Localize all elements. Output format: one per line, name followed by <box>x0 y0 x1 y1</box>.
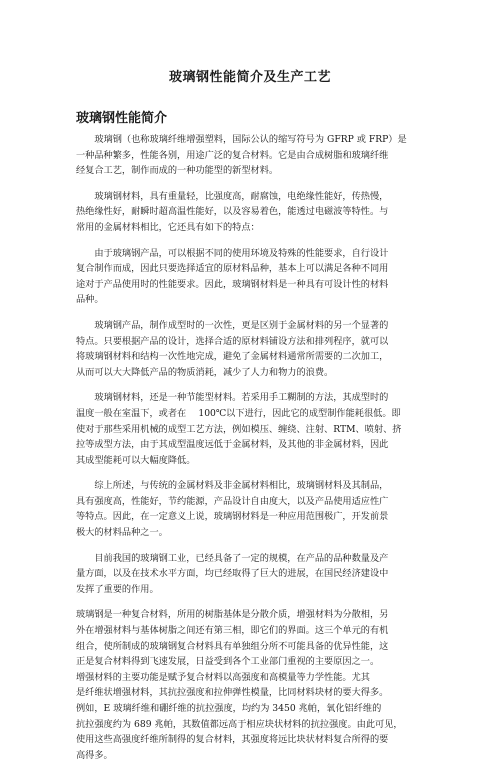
paragraph: 玻璃钢产品，制作成型时的一次性，更是区别于金属材料的另一个显著的 特点。只要根据产品的设计，选择合适的原材料铺设方法和排列程序，就可以 将玻璃钢材料和结构一次性地完成，避免了金属材料通常所需要的二次加工， 从而可以大大降低产品的物质消耗，减少了人力和物力的浪费。 <box>76 319 389 378</box>
section-heading: 玻璃钢性能简介 <box>76 111 168 126</box>
paragraph: 玻璃钢是一种复合材料，所用的树脂基体是分散介质，增强材料为分散相，另 外在增强材料与基体树脂之间还有第三相，即它们的界面。这三个单元的有机 组合，使所制成的玻璃钢复合材料具有单独组分所不可能具备的优异性能，这 正是复合材料得到飞速发展，日益受到各个工业部门重视的主要原因之一。 增强材料的主要功能是赋予复合材料以高强度和高模量等力学性能。尤其 是纤维状增强材料，其抗拉强度和拉伸弹性模量，比同材料块材的要大得多。 例如，E 玻璃纤维和硼纤维的抗拉强度，均约为 3450 兆帕，氧化铝纤维的 抗拉强度约为 689 兆帕，其数值都远高于相应块状材料的抗拉强度。由此可见， 使用这些高强度纤维所制得的复合材料，其强度将远比块状材料复合所得的要 高得多。 <box>76 609 403 761</box>
document-body <box>76 132 428 763</box>
paragraph: 玻璃钢（也称玻璃纤维增强塑料，国际公认的缩写符号为 GFRP 或 FRP）是 一种品种繁多，性能各别，用途广泛的复合材料。它是由合成树脂和玻璃纤维 经复合工艺，制作而成的一种功能型的新型材料。 <box>76 134 407 177</box>
paragraph: 目前我国的玻璃钢工业，已经具备了一定的规模，在产品的品种数量及产 量方面，以及在技术水平方面，均已经取得了巨大的进展，在国民经济建设中 发挥了重要的作用。 <box>76 552 389 595</box>
paragraph: 玻璃钢材料，具有重量轻，比强度高，耐腐蚀，电绝缘性能好，传热慢， 热绝缘性好，耐瞬时超高温性能好，以及容易着色，能透过电磁波等特性。与 常用的金属材料相比，它还具有如下的特点： <box>76 190 389 233</box>
paragraph: 综上所述，与传统的金属材料及非金属材料相比，玻璃钢材料及其制品， 具有强度高，性能好，节约能源，产品设计自由度大，以及产品使用适应性广 等特点。因此，在一定意义上说，玻璃钢材料是一种应用范围极广，开发前景 极大的材料品种之一。 <box>76 480 389 539</box>
paragraph: 玻璃钢材料，还是一种节能型材料。若采用手工糊制的方法，其成型时的 温度一般在室温下，或者在 100℃以下进行，因此它的成型制作能耗很低。即 使对于那些采用机械的成型工艺方法，例如模压、缠绕、注射、RTM、喷射、挤 拉等成型方法，由于其成型温度远低于金属材料，及其他的非金属材料，因此 其成型能耗可以大幅度降低。 <box>76 392 402 466</box>
paragraph: 由于玻璃钢产品，可以根据不同的使用环境及特殊的性能要求，自行设计 复合制作而成，因此只要选择适宜的原材料品种，基本上可以满足各种不同用 途对于产品使用时的性能要求。因此，玻璃钢材料是一种具有可设计性的材料 品种。 <box>76 247 389 306</box>
document-title: 玻璃钢性能简介及生产工艺 <box>168 70 331 85</box>
